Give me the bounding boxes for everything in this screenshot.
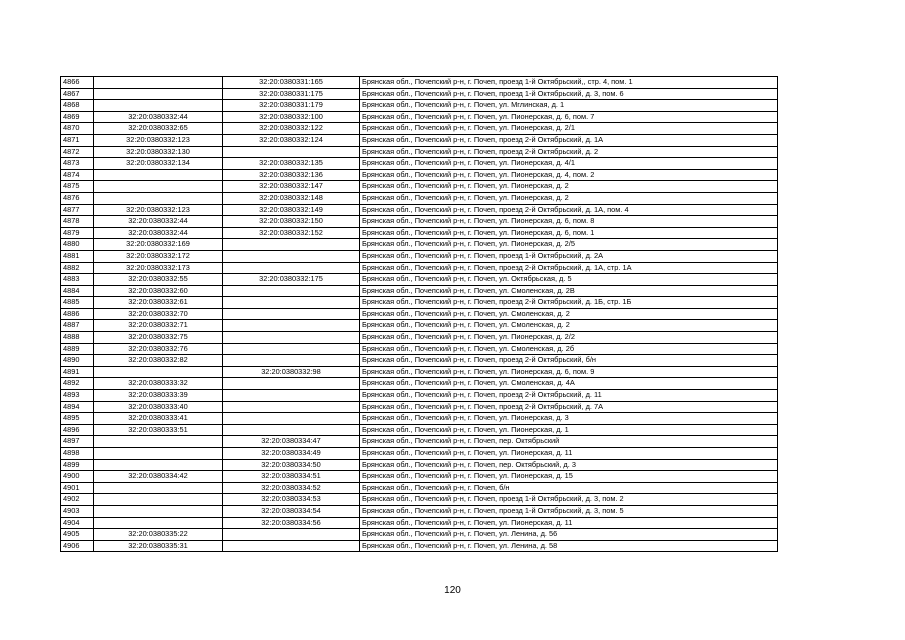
new-cadastral-number-cell xyxy=(223,250,360,262)
new-cadastral-number-cell: 32:20:0380334:49 xyxy=(223,448,360,460)
address-cell: Брянская обл., Почепский р-н, г. Почеп, проезд 1-й Октябрьский, д. 3, пом. 2 xyxy=(360,494,778,506)
old-cadastral-number-cell xyxy=(94,192,223,204)
table-row xyxy=(61,413,778,425)
old-cadastral-number-cell: 32:20:0380333:39 xyxy=(94,390,223,402)
row-number-cell: 4895 xyxy=(61,413,94,425)
address-cell: Брянская обл., Почепский р-н, г. Почеп, ул. Пионерская, д. 6, пом. 9 xyxy=(360,366,778,378)
row-number-cell: 4905 xyxy=(61,529,94,541)
new-cadastral-number-cell: 32:20:0380334:54 xyxy=(223,505,360,517)
address-cell: Брянская обл., Почепский р-н, г. Почеп, ул. Ленина, д. 56 xyxy=(360,529,778,541)
cadastral-table xyxy=(60,76,778,552)
address-cell: Брянская обл., Почепский р-н, г. Почеп, проезд 2-й Октябрьский, д. 1Б, стр. 1Б xyxy=(360,297,778,309)
old-cadastral-number-cell: 32:20:0380332:130 xyxy=(94,146,223,158)
new-cadastral-number-cell: 32:20:0380332:152 xyxy=(223,227,360,239)
table-row xyxy=(61,134,778,146)
table-row xyxy=(61,482,778,494)
new-cadastral-number-cell xyxy=(223,390,360,402)
row-number-cell: 4885 xyxy=(61,297,94,309)
old-cadastral-number-cell xyxy=(94,482,223,494)
old-cadastral-number-cell xyxy=(94,459,223,471)
row-number-cell: 4883 xyxy=(61,274,94,286)
row-number-cell: 4879 xyxy=(61,227,94,239)
new-cadastral-number-cell: 32:20:0380334:51 xyxy=(223,471,360,483)
address-cell: Брянская обл., Почепский р-н, г. Почеп, ул. Октябрьская, д. 5 xyxy=(360,274,778,286)
old-cadastral-number-cell xyxy=(94,88,223,100)
old-cadastral-number-cell: 32:20:0380332:134 xyxy=(94,158,223,170)
table-row xyxy=(61,424,778,436)
address-cell: Брянская обл., Почепский р-н, г. Почеп, проезд 1-й Октябрьский, д. 2А xyxy=(360,250,778,262)
old-cadastral-number-cell: 32:20:0380332:70 xyxy=(94,308,223,320)
row-number-cell: 4890 xyxy=(61,355,94,367)
new-cadastral-number-cell: 32:20:0380332:124 xyxy=(223,134,360,146)
address-cell: Брянская обл., Почепский р-н, г. Почеп, проезд 2-й Октябрьский, д. 7А xyxy=(360,401,778,413)
row-number-cell: 4866 xyxy=(61,77,94,89)
row-number-cell: 4894 xyxy=(61,401,94,413)
new-cadastral-number-cell xyxy=(223,239,360,251)
new-cadastral-number-cell xyxy=(223,146,360,158)
table-row xyxy=(61,146,778,158)
table-row xyxy=(61,448,778,460)
new-cadastral-number-cell: 32:20:0380332:147 xyxy=(223,181,360,193)
address-cell: Брянская обл., Почепский р-н, г. Почеп, ул. Пионерская, д. 2/5 xyxy=(360,239,778,251)
row-number-cell: 4891 xyxy=(61,366,94,378)
new-cadastral-number-cell: 32:20:0380331:165 xyxy=(223,77,360,89)
address-cell: Брянская обл., Почепский р-н, г. Почеп, проезд 1-й Октябрьский, д. 3, пом. 6 xyxy=(360,88,778,100)
address-cell: Брянская обл., Почепский р-н, г. Почеп, ул. Пионерская, д. 2 xyxy=(360,192,778,204)
address-cell: Брянская обл., Почепский р-н, г. Почеп, ул. Смоленская, д. 2 xyxy=(360,308,778,320)
table-row xyxy=(61,77,778,89)
row-number-cell: 4869 xyxy=(61,111,94,123)
row-number-cell: 4871 xyxy=(61,134,94,146)
new-cadastral-number-cell xyxy=(223,320,360,332)
address-cell: Брянская обл., Почепский р-н, г. Почеп, ул. Смоленская, д. 2В xyxy=(360,285,778,297)
row-number-cell: 4897 xyxy=(61,436,94,448)
old-cadastral-number-cell: 32:20:0380332:75 xyxy=(94,332,223,344)
old-cadastral-number-cell xyxy=(94,505,223,517)
address-cell: Брянская обл., Почепский р-н, г. Почеп, ул. Пионерская, д. 6, пом. 8 xyxy=(360,216,778,228)
old-cadastral-number-cell: 32:20:0380332:123 xyxy=(94,204,223,216)
row-number-cell: 4886 xyxy=(61,308,94,320)
table-row xyxy=(61,227,778,239)
address-cell: Брянская обл., Почепский р-н, г. Почеп, ул. Пионерская, д. 4/1 xyxy=(360,158,778,170)
table-row xyxy=(61,88,778,100)
address-cell: Брянская обл., Почепский р-н, г. Почеп, ул. Смоленская, д. 4А xyxy=(360,378,778,390)
table-row xyxy=(61,320,778,332)
table-row xyxy=(61,192,778,204)
table-row xyxy=(61,343,778,355)
table-row xyxy=(61,529,778,541)
row-number-cell: 4902 xyxy=(61,494,94,506)
new-cadastral-number-cell xyxy=(223,343,360,355)
address-cell: Брянская обл., Почепский р-н, г. Почеп, ул. Смоленская, д. 2 xyxy=(360,320,778,332)
table-row xyxy=(61,111,778,123)
row-number-cell: 4896 xyxy=(61,424,94,436)
address-cell: Брянская обл., Почепский р-н, г. Почеп, пер. Октябрьский xyxy=(360,436,778,448)
new-cadastral-number-cell xyxy=(223,378,360,390)
old-cadastral-number-cell: 32:20:0380335:22 xyxy=(94,529,223,541)
new-cadastral-number-cell xyxy=(223,332,360,344)
address-cell: Брянская обл., Почепский р-н, г. Почеп, пер. Октябрьский, д. 3 xyxy=(360,459,778,471)
address-cell: Брянская обл., Почепский р-н, г. Почеп, ул. Пионерская, д. 1 xyxy=(360,424,778,436)
new-cadastral-number-cell: 32:20:0380334:47 xyxy=(223,436,360,448)
table-row xyxy=(61,274,778,286)
old-cadastral-number-cell: 32:20:0380332:76 xyxy=(94,343,223,355)
old-cadastral-number-cell: 32:20:0380333:41 xyxy=(94,413,223,425)
table-row xyxy=(61,401,778,413)
address-cell: Брянская обл., Почепский р-н, г. Почеп, проезд 1-й Октябрьский, д. 3, пом. 5 xyxy=(360,505,778,517)
address-cell: Брянская обл., Почепский р-н, г. Почеп, ул. Ленина, д. 58 xyxy=(360,540,778,552)
table-row xyxy=(61,169,778,181)
table-row xyxy=(61,378,778,390)
address-cell: Брянская обл., Почепский р-н, г. Почеп, проезд 1-й Октябрьский,, стр. 4, пом. 1 xyxy=(360,77,778,89)
address-cell: Брянская обл., Почепский р-н, г. Почеп, проезд 2-й Октябрьский, д. 1А, стр. 1А xyxy=(360,262,778,274)
row-number-cell: 4893 xyxy=(61,390,94,402)
old-cadastral-number-cell: 32:20:0380332:44 xyxy=(94,111,223,123)
new-cadastral-number-cell: 32:20:0380334:50 xyxy=(223,459,360,471)
row-number-cell: 4872 xyxy=(61,146,94,158)
row-number-cell: 4870 xyxy=(61,123,94,135)
old-cadastral-number-cell: 32:20:0380332:61 xyxy=(94,297,223,309)
new-cadastral-number-cell xyxy=(223,529,360,541)
old-cadastral-number-cell: 32:20:0380332:44 xyxy=(94,216,223,228)
old-cadastral-number-cell xyxy=(94,77,223,89)
old-cadastral-number-cell xyxy=(94,100,223,112)
address-cell: Брянская обл., Почепский р-н, г. Почеп, ул. Пионерская, д. 2 xyxy=(360,181,778,193)
address-cell: Брянская обл., Почепский р-н, г. Почеп, ул. Пионерская, д. 6, пом. 7 xyxy=(360,111,778,123)
old-cadastral-number-cell: 32:20:0380332:172 xyxy=(94,250,223,262)
table-row xyxy=(61,123,778,135)
address-cell: Брянская обл., Почепский р-н, г. Почеп, ул. Пионерская, д. 6, пом. 1 xyxy=(360,227,778,239)
old-cadastral-number-cell: 32:20:0380332:82 xyxy=(94,355,223,367)
table-row xyxy=(61,262,778,274)
table-row xyxy=(61,181,778,193)
new-cadastral-number-cell: 32:20:0380331:175 xyxy=(223,88,360,100)
old-cadastral-number-cell: 32:20:0380332:173 xyxy=(94,262,223,274)
table-body xyxy=(61,77,778,552)
old-cadastral-number-cell: 32:20:0380332:71 xyxy=(94,320,223,332)
row-number-cell: 4904 xyxy=(61,517,94,529)
address-cell: Брянская обл., Почепский р-н, г. Почеп, ул. Пионерская, д. 11 xyxy=(360,517,778,529)
table-row xyxy=(61,471,778,483)
new-cadastral-number-cell xyxy=(223,285,360,297)
address-cell: Брянская обл., Почепский р-н, г. Почеп, б/н xyxy=(360,482,778,494)
new-cadastral-number-cell xyxy=(223,401,360,413)
new-cadastral-number-cell: 32:20:0380334:52 xyxy=(223,482,360,494)
table-row xyxy=(61,239,778,251)
old-cadastral-number-cell xyxy=(94,181,223,193)
table-row xyxy=(61,366,778,378)
row-number-cell: 4882 xyxy=(61,262,94,274)
row-number-cell: 4867 xyxy=(61,88,94,100)
old-cadastral-number-cell: 32:20:0380333:32 xyxy=(94,378,223,390)
row-number-cell: 4900 xyxy=(61,471,94,483)
row-number-cell: 4892 xyxy=(61,378,94,390)
address-cell: Брянская обл., Почепский р-н, г. Почеп, ул. Мглинская, д. 1 xyxy=(360,100,778,112)
address-cell: Брянская обл., Почепский р-н, г. Почеп, ул. Пионерская, д. 11 xyxy=(360,448,778,460)
new-cadastral-number-cell: 32:20:0380332:135 xyxy=(223,158,360,170)
new-cadastral-number-cell: 32:20:0380334:53 xyxy=(223,494,360,506)
old-cadastral-number-cell: 32:20:0380332:60 xyxy=(94,285,223,297)
address-cell: Брянская обл., Почепский р-н, г. Почеп, ул. Пионерская, д. 15 xyxy=(360,471,778,483)
table-row xyxy=(61,297,778,309)
table-row xyxy=(61,390,778,402)
row-number-cell: 4901 xyxy=(61,482,94,494)
old-cadastral-number-cell xyxy=(94,366,223,378)
row-number-cell: 4887 xyxy=(61,320,94,332)
row-number-cell: 4888 xyxy=(61,332,94,344)
new-cadastral-number-cell xyxy=(223,308,360,320)
table-row xyxy=(61,100,778,112)
new-cadastral-number-cell xyxy=(223,413,360,425)
row-number-cell: 4898 xyxy=(61,448,94,460)
old-cadastral-number-cell: 32:20:0380332:169 xyxy=(94,239,223,251)
old-cadastral-number-cell xyxy=(94,494,223,506)
new-cadastral-number-cell: 32:20:0380332:175 xyxy=(223,274,360,286)
table-row xyxy=(61,158,778,170)
row-number-cell: 4876 xyxy=(61,192,94,204)
address-cell: Брянская обл., Почепский р-н, г. Почеп, проезд 2-й Октябрьский, д. 2 xyxy=(360,146,778,158)
row-number-cell: 4875 xyxy=(61,181,94,193)
old-cadastral-number-cell: 32:20:0380332:44 xyxy=(94,227,223,239)
row-number-cell: 4874 xyxy=(61,169,94,181)
row-number-cell: 4880 xyxy=(61,239,94,251)
new-cadastral-number-cell: 32:20:0380332:122 xyxy=(223,123,360,135)
new-cadastral-number-cell xyxy=(223,540,360,552)
old-cadastral-number-cell: 32:20:0380332:123 xyxy=(94,134,223,146)
new-cadastral-number-cell: 32:20:0380332:100 xyxy=(223,111,360,123)
new-cadastral-number-cell: 32:20:0380332:98 xyxy=(223,366,360,378)
table-row xyxy=(61,436,778,448)
old-cadastral-number-cell: 32:20:0380332:55 xyxy=(94,274,223,286)
new-cadastral-number-cell: 32:20:0380332:136 xyxy=(223,169,360,181)
address-cell: Брянская обл., Почепский р-н, г. Почеп, проезд 2-й Октябрьский, б/н xyxy=(360,355,778,367)
old-cadastral-number-cell: 32:20:0380332:65 xyxy=(94,123,223,135)
table-row xyxy=(61,250,778,262)
new-cadastral-number-cell xyxy=(223,262,360,274)
new-cadastral-number-cell: 32:20:0380334:56 xyxy=(223,517,360,529)
row-number-cell: 4878 xyxy=(61,216,94,228)
row-number-cell: 4873 xyxy=(61,158,94,170)
row-number-cell: 4884 xyxy=(61,285,94,297)
new-cadastral-number-cell: 32:20:0380331:179 xyxy=(223,100,360,112)
address-cell: Брянская обл., Почепский р-н, г. Почеп, ул. Пионерская, д. 2/1 xyxy=(360,123,778,135)
table-row xyxy=(61,494,778,506)
table-row xyxy=(61,540,778,552)
address-cell: Брянская обл., Почепский р-н, г. Почеп, ул. Пионерская, д. 3 xyxy=(360,413,778,425)
old-cadastral-number-cell xyxy=(94,436,223,448)
table-row xyxy=(61,505,778,517)
old-cadastral-number-cell xyxy=(94,448,223,460)
old-cadastral-number-cell: 32:20:0380333:51 xyxy=(94,424,223,436)
new-cadastral-number-cell xyxy=(223,355,360,367)
table-row xyxy=(61,332,778,344)
address-cell: Брянская обл., Почепский р-н, г. Почеп, ул. Пионерская, д. 2/2 xyxy=(360,332,778,344)
new-cadastral-number-cell: 32:20:0380332:150 xyxy=(223,216,360,228)
table-row xyxy=(61,355,778,367)
old-cadastral-number-cell: 32:20:0380335:31 xyxy=(94,540,223,552)
new-cadastral-number-cell xyxy=(223,424,360,436)
address-cell: Брянская обл., Почепский р-н, г. Почеп, проезд 2-й Октябрьский, д. 11 xyxy=(360,390,778,402)
page-number: 120 xyxy=(444,585,461,596)
address-cell: Брянская обл., Почепский р-н, г. Почеп, ул. Пионерская, д. 4, пом. 2 xyxy=(360,169,778,181)
old-cadastral-number-cell: 32:20:0380334:42 xyxy=(94,471,223,483)
new-cadastral-number-cell: 32:20:0380332:149 xyxy=(223,204,360,216)
row-number-cell: 4906 xyxy=(61,540,94,552)
row-number-cell: 4868 xyxy=(61,100,94,112)
row-number-cell: 4877 xyxy=(61,204,94,216)
address-cell: Брянская обл., Почепский р-н, г. Почеп, ул. Смоленская, д. 2б xyxy=(360,343,778,355)
new-cadastral-number-cell xyxy=(223,297,360,309)
address-cell: Брянская обл., Почепский р-н, г. Почеп, проезд 2-й Октябрьский, д. 1А, пом. 4 xyxy=(360,204,778,216)
table-row xyxy=(61,308,778,320)
row-number-cell: 4899 xyxy=(61,459,94,471)
row-number-cell: 4903 xyxy=(61,505,94,517)
new-cadastral-number-cell: 32:20:0380332:148 xyxy=(223,192,360,204)
row-number-cell: 4881 xyxy=(61,250,94,262)
table-row xyxy=(61,517,778,529)
old-cadastral-number-cell xyxy=(94,517,223,529)
address-cell: Брянская обл., Почепский р-н, г. Почеп, проезд 2-й Октябрьский, д. 1А xyxy=(360,134,778,146)
table-row xyxy=(61,285,778,297)
table-row xyxy=(61,204,778,216)
row-number-cell: 4889 xyxy=(61,343,94,355)
old-cadastral-number-cell xyxy=(94,169,223,181)
old-cadastral-number-cell: 32:20:0380333:40 xyxy=(94,401,223,413)
table-row xyxy=(61,459,778,471)
table-row xyxy=(61,216,778,228)
